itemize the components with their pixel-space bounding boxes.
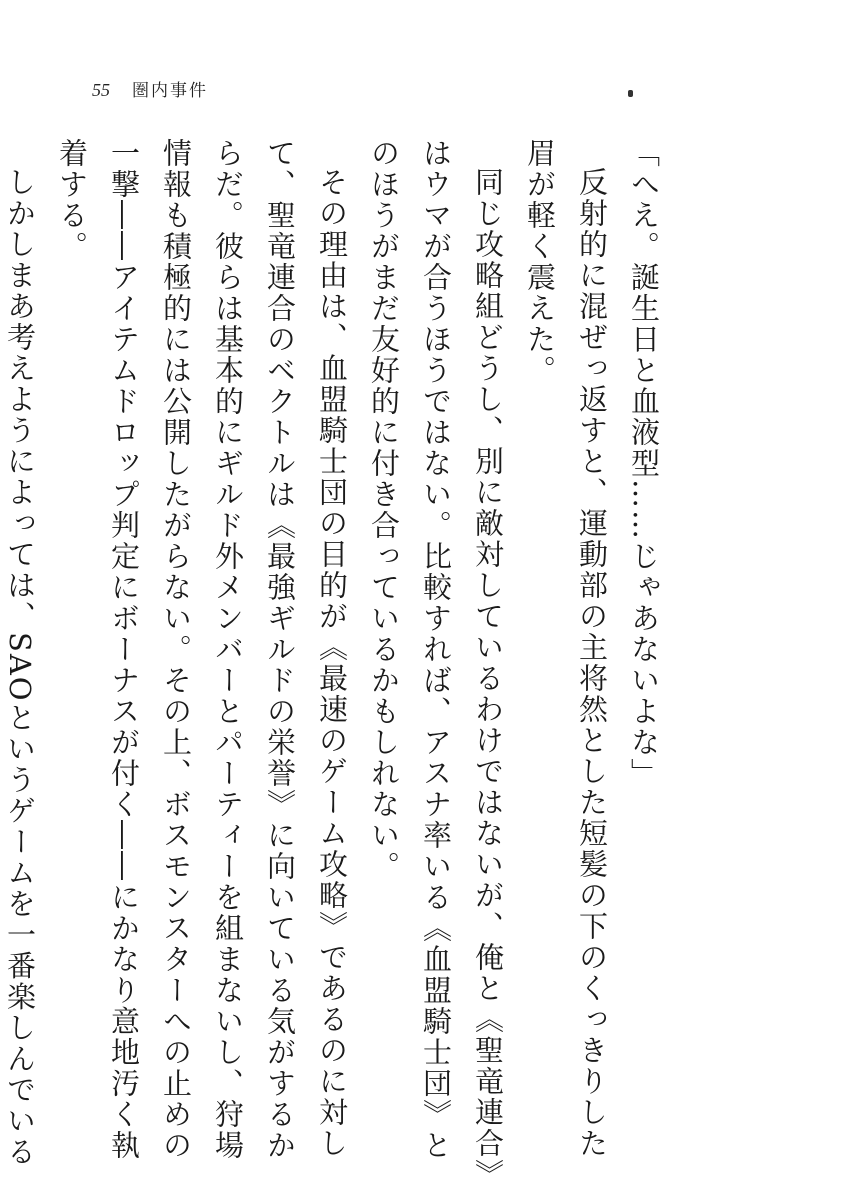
vertical-body-text	[3, 138, 670, 1178]
ink-speck	[628, 90, 633, 97]
page-number: 55	[92, 80, 110, 100]
section-title: 圏内事件	[132, 81, 208, 101]
paragraph-dialogue-1: 「へえ。誕生日と血液型……じゃあないよな」	[627, 138, 661, 789]
paragraph-3: 同じ攻略組どうし、別に敵対しているわけではないが、俺と《聖竜連合》はウマが合うほうではない。比較すれば、アスナ率いる《血盟騎士団》とのほうがまだ友好的に付き合っているかもしれない。	[367, 138, 505, 1176]
paragraph-5: しかしまあ考えようによっては、SAOというゲームを一番楽しんでいる	[3, 167, 37, 1168]
paragraph-4: その理由は、血盟騎士団の目的が《最速のゲーム攻略》であるのに対して、聖竜連合のベクトルは《最強ギルドの栄誉》に向いている気がするからだ。彼らは基本的にギルド外メンバーとパーティーを組まないし、狩場情報も積極的には公開したがらない。その上、ボスモンスターへの止めの一撃――アイテムドロップ判定にボーナスが付く――にかなり意地汚く執着する。	[55, 138, 349, 1161]
running-header	[92, 76, 208, 101]
paragraph-2: 反射的に混ぜっ返すと、運動部の主将然とした短髪の下のくっきりした眉が軽く震えた。	[523, 138, 609, 1159]
